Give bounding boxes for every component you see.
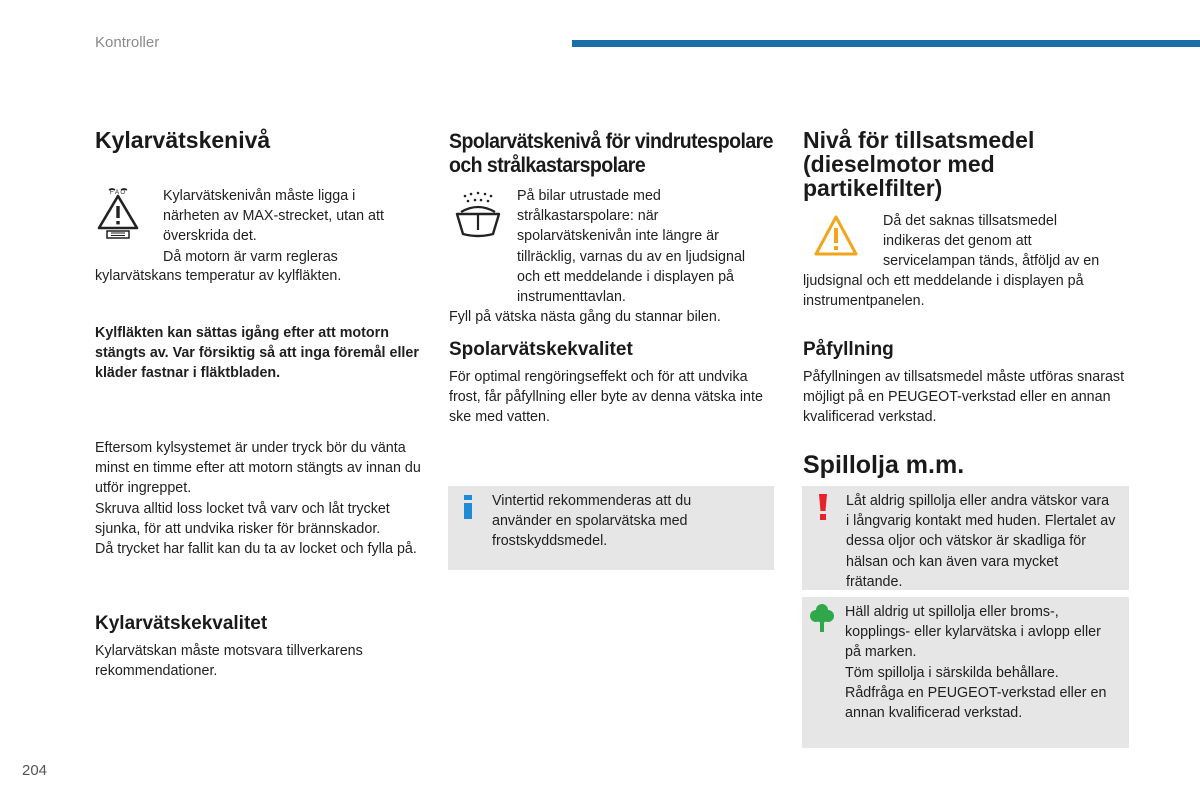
additive-title-line: partikelfilter) xyxy=(803,175,943,201)
header-accent-bar xyxy=(572,40,1200,47)
environment-box xyxy=(802,597,1129,748)
washer-quality-title: Spolarvätskekvalitet xyxy=(449,339,633,360)
washer-title-line: Spolarvätskenivå för vindrutespolare xyxy=(449,130,773,153)
coolant-quality-text: Kylarvätskan måste motsvara tillverkarens rekommendationer. xyxy=(95,643,363,680)
pressure-text: Eftersom kylsystemet är under tryck bör du vänta minst en timme efter att motorn stängts av innan du utför ingreppet. xyxy=(95,440,421,497)
washer-intro-line: och ett meddelande i displayen på xyxy=(517,268,734,285)
info-box xyxy=(448,486,774,570)
washer-intro xyxy=(517,186,777,307)
additive-intro-line: servicelampan tänds, åtföljd av en xyxy=(883,253,1100,270)
page-number: 204 xyxy=(22,762,48,779)
coolant-intro-tail: kylarvätskans temperatur av kylfläkten. xyxy=(95,268,342,284)
section-label: Kontroller xyxy=(95,34,160,51)
fan-warning: Kylfläkten kan sättas igång efter att motorn stängts av. Var försiktig så att inga föremål eller kläder fastnar i fläktbladen. xyxy=(95,325,419,382)
washer-fluid-icon xyxy=(451,188,505,242)
coolant-quality-title: Kylarvätskekvalitet xyxy=(95,613,268,634)
additive-title-line: (dieselmotor med xyxy=(803,151,995,177)
coolant-level-title: Kylarvätskenivå xyxy=(95,127,271,153)
washer-level-title xyxy=(449,130,809,178)
coolant-intro-line: överskrida det. xyxy=(163,228,257,245)
info-icon xyxy=(461,495,475,519)
exclamation-icon xyxy=(816,494,830,520)
additive-level-title xyxy=(803,128,1143,200)
refill-text: Påfyllningen av tillsatsmedel måste utföras snarast möjligt på en PEUGEOT-verkstad eller en annan kvalificerad verkstad. xyxy=(803,369,1125,426)
additive-intro xyxy=(883,211,1143,272)
washer-intro-line: tillräcklig, varnas du av en ljudsignal xyxy=(517,248,746,265)
additive-title-line: Nivå för tillsatsmedel xyxy=(803,127,1035,153)
warning-triangle-icon xyxy=(813,213,859,259)
danger-box xyxy=(802,486,1129,590)
tree-icon xyxy=(810,603,834,633)
environment-line: Häll aldrig ut spillolja eller broms-, kopplings- eller kylarvätska i avlopp eller på marken. xyxy=(845,604,1101,661)
washer-intro-line: strålkastarspolare: när xyxy=(517,208,659,225)
svg-text:F A O: F A O xyxy=(110,190,126,196)
refill-title: Påfyllning xyxy=(803,339,894,360)
environment-text xyxy=(845,602,1120,723)
washer-intro-line: spolarvätskenivån inte längre är xyxy=(517,228,719,245)
washer-quality-text: För optimal rengöringseffekt och för att undvika frost, får påfyllning eller byte av denna vätska inte ske med vatten. xyxy=(449,369,763,426)
additive-intro-line: Då det saknas tillsatsmedel xyxy=(883,213,1058,229)
pressure-warning xyxy=(95,438,423,559)
washer-title-line: och strålkastarspolare xyxy=(449,154,646,177)
danger-text: Låt aldrig spillolja eller andra vätskor vara i långvarig kontakt med huden. Flertalet av dessa oljor och vätskor är skadliga för hälsan och kan även vara mycket frätande. xyxy=(846,493,1116,590)
coolant-intro-line: Kylarvätskenivån måste ligga i xyxy=(163,188,356,204)
pressure-text: Skruva alltid loss locket två varv och låt trycket sjunka, för att undvika risker för brännskador. xyxy=(95,500,390,537)
washer-intro-line: På bilar utrustade med xyxy=(517,188,661,204)
coolant-intro-line: Då motorn är varm regleras xyxy=(163,248,338,265)
washer-intro-tail: Fyll på vätska nästa gång du stannar bilen. xyxy=(449,309,721,325)
coolant-warning-icon xyxy=(95,186,141,240)
environment-line: Rådfråga en PEUGEOT-verkstad eller en annan kvalificerad verkstad. xyxy=(845,684,1107,722)
info-text: Vintertid rekommenderas att du använder en spolarvätska med frostskyddsmedel. xyxy=(492,493,692,550)
additive-intro-tail: ljudsignal och ett meddelande i displayen på instrumentpanelen. xyxy=(803,273,1084,310)
coolant-intro xyxy=(163,186,423,267)
additive-intro-line: indikeras det genom att xyxy=(883,233,1032,250)
washer-intro-line: instrumenttavlan. xyxy=(517,289,626,306)
waste-oil-title: Spillolja m.m. xyxy=(803,451,965,479)
environment-line: Töm spillolja i särskilda behållare. xyxy=(845,664,1059,681)
pressure-text: Då trycket har fallit kan du ta av locket och fylla på. xyxy=(95,541,417,558)
coolant-intro-line: närheten av MAX-strecket, utan att xyxy=(163,208,384,225)
